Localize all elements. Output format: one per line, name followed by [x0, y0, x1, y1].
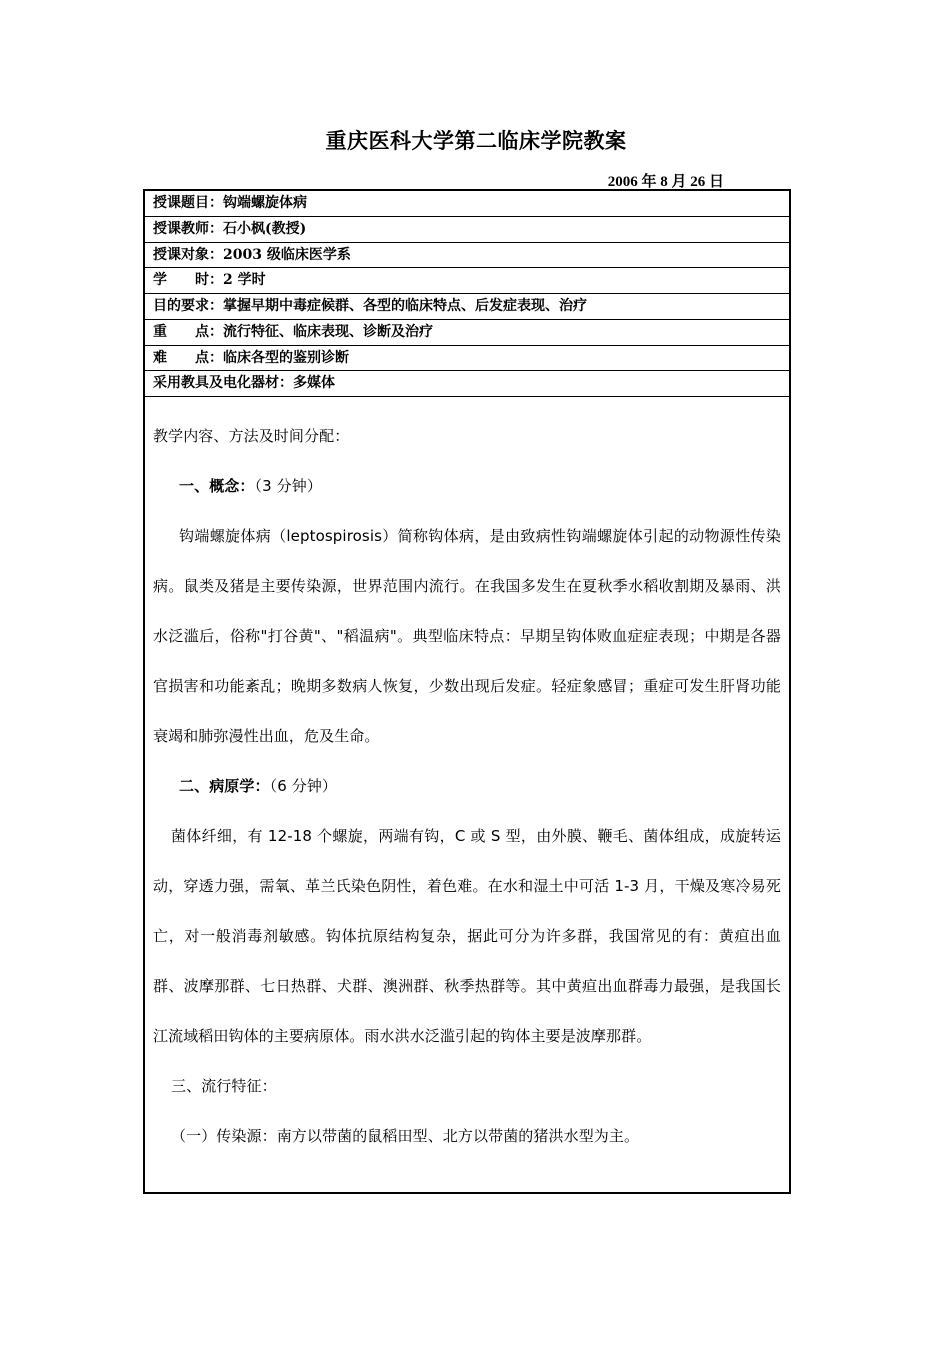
page-title: 重庆医科大学第二临床学院教案	[325, 128, 627, 153]
lesson-content	[145, 397, 789, 1161]
section-heading: 二、病原学：	[179, 777, 270, 795]
info-row-key-points	[145, 320, 789, 346]
info-label: 采用教具及电化器材：	[153, 375, 293, 392]
section-etiology-heading	[153, 761, 781, 811]
content-intro: 教学内容、方法及时间分配：	[153, 427, 350, 445]
lesson-plan-table	[143, 189, 791, 1194]
info-row-equipment	[145, 371, 789, 397]
info-value: 掌握早期中毒症候群、各型的临床特点、后发症表现、治疗	[223, 298, 587, 314]
info-value: 2 学时	[223, 272, 266, 289]
info-value: 临床各型的鉴别诊断	[223, 349, 349, 366]
lesson-date: 2006 年 8 月 26 日	[607, 174, 724, 190]
section-epidemiology-source: （一）传染源：南方以带菌的鼠稻田型、北方以带菌的猪洪水型为主。	[171, 1127, 640, 1145]
section-etiology-text: 菌体纤细，有 12-18 个螺旋，两端有钩，C 或 S 型，由外膜、鞭毛、菌体组成，成旋转运动，穿透力强，需氧、革兰氏染色阴性，着色难。在水和湿土中可活 1-3 月，干燥及寒冷易死亡，对一般消毒剂敏感。钩体抗原结构复杂，据此可分为许多群，我国常见的有：黄疸出血群、波摩那群、七日热群、犬群、澳洲群、秋季热群等。其中黄疸出血群毒力最强，是我国长江流域稻田钩体的主要病原体。雨水洪水泛滥引起的钩体主要是波摩那群。	[153, 827, 781, 1045]
info-row-teacher	[145, 217, 789, 243]
info-value: 2003 级临床医学系	[223, 246, 351, 263]
info-label: 学 时：	[153, 272, 223, 289]
section-concept-text: 钩端螺旋体病（leptospirosis）简称钩体病，是由致病性钩端螺旋体引起的动物源性传染病。鼠类及猪是主要传染源，世界范围内流行。在我国多发生在夏秋季水稻收割期及暴雨、洪水泛滥后，俗称"打谷黄"、"稻温病"。典型临床特点：早期呈钩体败血症症表现；中期是各器官损害和功能紊乱；晚期多数病人恢复，少数出现后发症。轻症象感冒；重症可发生肝肾功能衰竭和肺弥漫性出血，危及生命。	[153, 527, 781, 745]
info-row-audience	[145, 243, 789, 269]
section-concept-heading	[153, 461, 781, 511]
info-row-difficulties	[145, 346, 789, 372]
info-value: 石小枫(教授)	[223, 220, 307, 237]
info-label: 难 点：	[153, 349, 223, 366]
section-epidemiology-heading: 三、流行特征：	[171, 1077, 277, 1095]
info-value: 流行特征、临床表现、诊断及治疗	[223, 323, 433, 340]
info-row-topic	[145, 191, 789, 217]
info-value: 钩端螺旋体病	[223, 195, 307, 211]
info-label: 授课对象：	[153, 246, 223, 263]
info-row-objectives	[145, 294, 789, 320]
section-time: （6 分钟）	[269, 777, 338, 795]
info-label: 授课教师：	[153, 220, 223, 237]
info-label: 重 点：	[153, 323, 223, 340]
info-row-hours	[145, 268, 789, 294]
section-heading: 一、概念：	[179, 477, 255, 495]
info-label: 目的要求：	[153, 298, 223, 314]
info-value: 多媒体	[293, 375, 335, 392]
info-label: 授课题目：	[153, 195, 223, 211]
section-time: （3 分钟）	[254, 477, 322, 495]
